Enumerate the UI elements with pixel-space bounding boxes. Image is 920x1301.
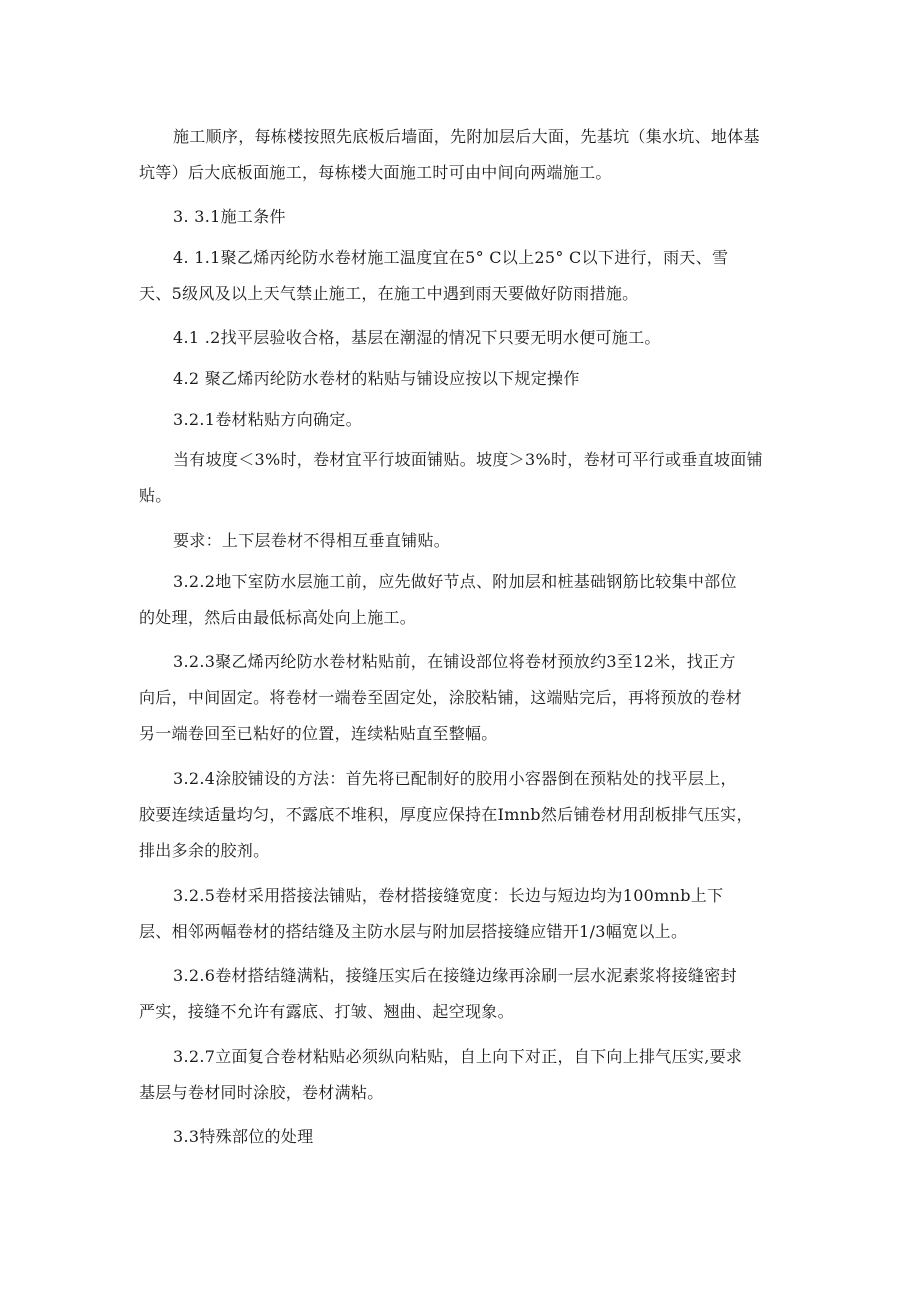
text-line: 施工顺序，每栋楼按照先底板后墙面，先附加层后大面，先基坑（集水坑、地体基 [173,127,760,146]
text-line: 3.2.4涂胶铺设的方法：首先将已配制好的胶用小容器倒在预粘处的找平层上， [173,769,737,788]
paragraph-membrane-placement [139,644,789,752]
text-line: 3.2.6卷材搭结缝满粘，接缝压实后在接缝边缘再涂刷一层水泥素浆将接缝密封 [173,966,737,985]
text-line: 要求：上下层卷材不得相互垂直铺贴。 [173,531,451,550]
text-line: 基层与卷材同时涂胶，卷材满粘。 [139,1083,384,1102]
paragraph-slope-rule [139,442,789,514]
text-line: 当有坡度＜3%时，卷材宜平行坡面铺贴。坡度＞3%时，卷材可平行或垂直坡面铺 [173,450,763,469]
text-line: 3.2.2地下室防水层施工前，应先做好节点、附加层和桩基础钢筋比较集中部位 [173,572,737,591]
text-line: 坑等）后大底板面施工，每栋楼大面施工时可由中间向两端施工。 [139,163,612,182]
paragraph-overlap-method [139,878,789,950]
paragraph-leveling-layer [139,320,789,356]
text-line: 贴。 [139,486,172,505]
text-line: 严实，接缝不允许有露底、打皱、翘曲、起空现象。 [139,1002,514,1021]
text-line: 4. 1.1聚乙烯丙纶防水卷材施工温度宜在5° C以上25° C以下进行，雨天、雪 [173,248,729,267]
text-line: 向后，中间固定。将卷材一端卷至固定处，涂胶粘铺，这端贴完后，再将预放的卷材 [139,688,743,707]
paragraph-basement-waterproofing [139,564,789,636]
paragraph-temperature-requirement [139,240,789,312]
text-line: 天、5级风及以上天气禁止施工，在施工中遇到雨天要做好防雨措施。 [139,284,639,303]
paragraph-requirement [139,523,789,559]
text-line: 3.2.7立面复合卷材粘贴必须纵向粘贴，自上向下对正，自下向上排气压实,要求 [173,1047,743,1066]
paragraph-vertical-paste [139,1039,789,1111]
text-line: 排出多余的胶剂。 [139,841,270,860]
paragraph-seam-sealing [139,958,789,1030]
text-line: 4.2 聚乙烯丙纶防水卷材的粘贴与铺设应按以下规定操作 [173,369,580,388]
text-line: 胶要连续适量均匀，不露底不堆积，厚度应保持在Imnb然后铺卷材用刮板排气压实， [139,805,753,824]
heading-paste-and-laying [139,361,789,397]
text-line: 3.2.1卷材粘贴方向确定。 [173,410,362,429]
paragraph-construction-sequence [139,119,789,191]
text-line: 层、相邻两幅卷材的搭结缝及主防水层与附加层搭接缝应错开1/3幅宽以上。 [139,922,688,941]
text-line: 4.1 .2找平层验收合格，基层在潮湿的情况下只要无明水便可施工。 [173,328,661,347]
heading-construction-conditions [139,199,789,235]
heading-paste-direction [139,402,789,438]
text-line: 3. 3.1施工条件 [173,207,286,226]
text-line: 另一端卷回至已粘好的位置，连续粘贴直至整幅。 [139,724,498,743]
paragraph-glue-method [139,761,789,869]
text-line: 3.3特殊部位的处理 [173,1127,314,1146]
heading-special-areas [139,1119,789,1155]
text-line: 3.2.3聚乙烯丙纶防水卷材粘贴前，在铺设部位将卷材预放约3至12米，找正方 [173,652,736,671]
text-line: 的处理，然后由最低标高处向上施工。 [139,608,417,627]
text-line: 3.2.5卷材采用搭接法铺贴，卷材搭接缝宽度：长边与短边均为100mnb上下 [173,886,724,905]
